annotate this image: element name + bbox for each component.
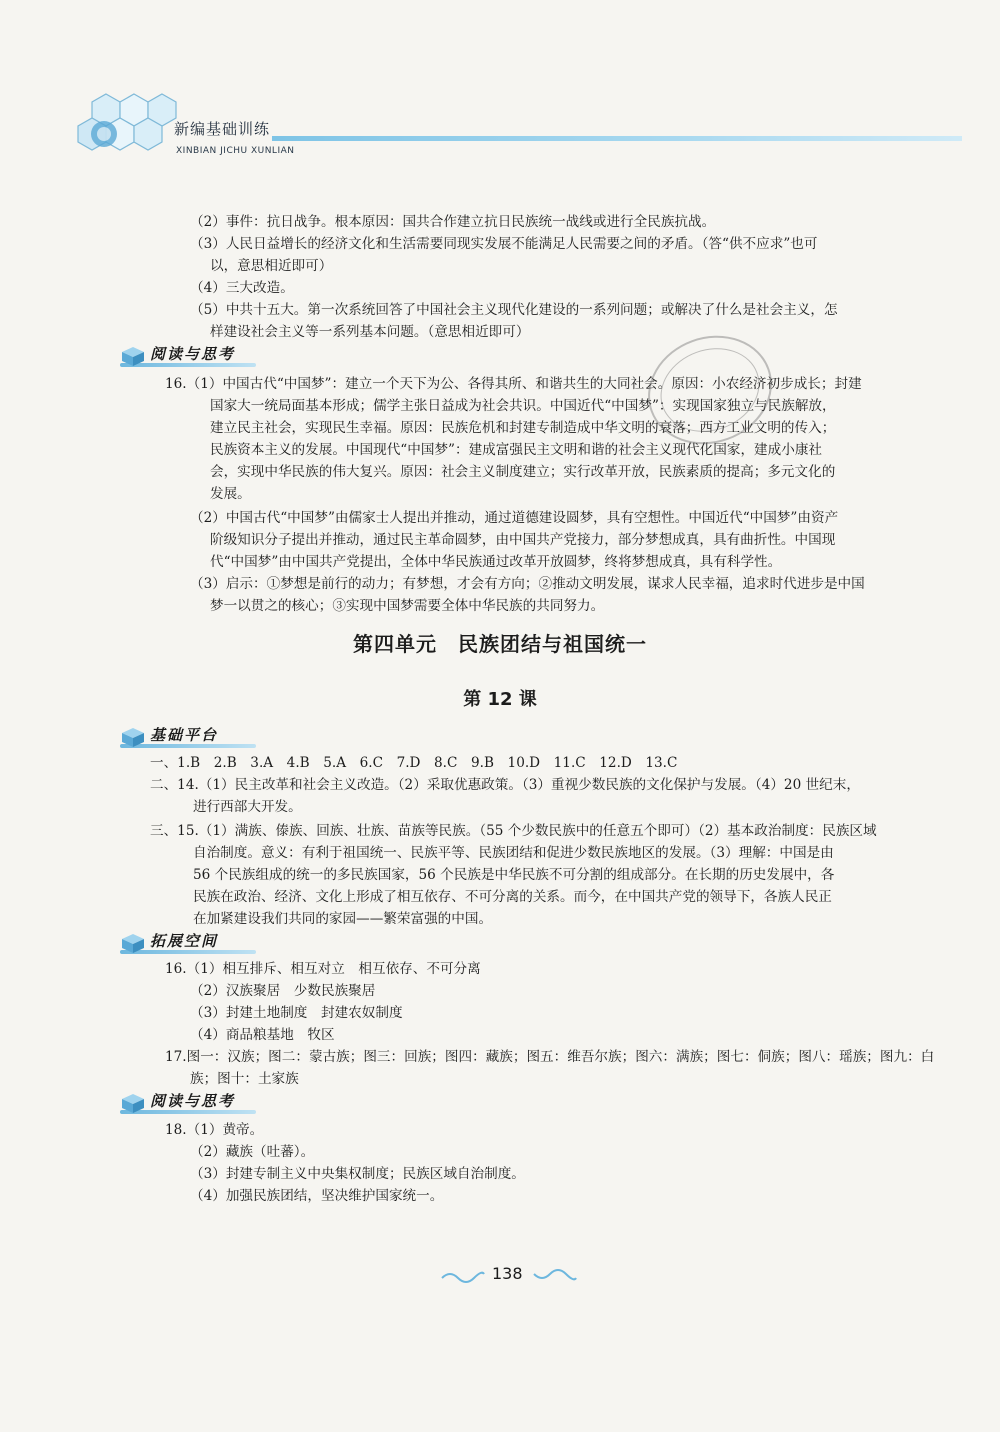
series-pinyin: XINBIAN JICHU XUNLIAN (176, 146, 295, 156)
section-label: 阅读与思考 (150, 345, 236, 363)
answer-line: （3）封建专制主义中央集权制度；民族区域自治制度。 (190, 1166, 525, 1182)
answer-line: （4）三大改造。 (190, 280, 294, 296)
answer-line: 发展。 (210, 486, 251, 502)
answer-line: （2）事件：抗日战争。根本原因：国共合作建立抗日民族统一战线或进行全民族抗战。 (190, 214, 716, 230)
answer-line: 16.（1）中国古代“中国梦”：建立一个天下为公、各得其所、和谐共生的大同社会。原因：小农经济初步成长；封建 (165, 376, 862, 392)
answer-line: 在加紧建设我们共同的家园——繁荣富强的中国。 (193, 911, 493, 927)
answer-line: 17.图一：汉族；图二：蒙古族；图三：回族；图四：藏族；图五：维吾尔族；图六：满族；图七：侗族；图八：瑶族；图九：白 (165, 1049, 935, 1065)
answer-line: （4）加强民族团结，坚决维护国家统一。 (190, 1188, 444, 1204)
answer-line: 梦一以贯之的核心；③实现中国梦需要全体中华民族的共同努力。 (210, 598, 605, 614)
answer-line: 18.（1）黄帝。 (165, 1122, 264, 1138)
answer-line: 二、14.（1）民主改革和社会主义改造。（2）采取优惠政策。（3）重视少数民族的文化保护与发展。（4）20 世纪末， (150, 777, 860, 793)
answer-line: 阶级知识分子提出并推动，通过民主革命圆梦，由中国共产党接力，部分梦想成真，具有曲折性。中国现 (210, 532, 836, 548)
cube-icon (120, 726, 146, 748)
answer-line: 会，实现中华民族的伟大复兴。原因：社会主义制度建立；实行改革开放，民族素质的提高；多元文化的 (210, 464, 836, 480)
answer-line: （3）封建土地制度 封建农奴制度 (190, 1005, 403, 1021)
answer-line: 族；图十：土家族 (190, 1071, 299, 1087)
cube-icon (120, 932, 146, 954)
answer-line: 三、15.（1）满族、傣族、回族、壮族、苗族等民族。（55 个少数民族中的任意五个即可）（2）基本政治制度：民族区域 (150, 823, 877, 839)
series-title: 新编基础训练 (174, 120, 271, 138)
answer-line: 民族资本主义的发展。中国现代“中国梦”：建成富强民主文明和谐的社会主义现代化国家，建成小康社 (210, 442, 823, 458)
section-heading-basic (120, 724, 270, 748)
answer-line: 样建设社会主义等一系列基本问题。（意思相近即可） (210, 324, 530, 340)
answer-line: 民族在政治、经济、文化上形成了相互依存、不可分离的关系。而今，在中国共产党的领导下，各族人民正 (193, 889, 832, 905)
wave-ornament-icon (440, 1268, 486, 1284)
section-label: 基础平台 (150, 726, 219, 744)
page-number: 138 (492, 1264, 523, 1283)
answer-line: （4）商品粮基地 牧区 (190, 1027, 335, 1043)
answer-line: 代“中国梦”由中国共产党提出，全体中华民族通过改革开放圆梦，终将梦想成真，具有科学性。 (210, 554, 782, 570)
section-label: 阅读与思考 (150, 1092, 236, 1110)
answer-line: （2）中国古代“中国梦”由儒家士人提出并推动，通过道德建设圆梦，具有空想性。中国近代“中国梦”由资产 (190, 510, 839, 526)
answer-line: 国家大一统局面基本形成；儒学主张日益成为社会共识。中国近代“中国梦”：实现国家独立与民族解放， (210, 398, 836, 414)
answer-line: 56 个民族组成的统一的多民族国家，56 个民族是中华民族不可分割的组成部分。在长期的历史发展中，各 (193, 867, 835, 883)
section-heading-read-think (120, 1090, 270, 1114)
answer-line: （2）汉族聚居 少数民族聚居 (190, 983, 376, 999)
answer-line: （3）启示：①梦想是前行的动力；有梦想，才会有方向；②推动文明发展，谋求人民幸福，追求时代进步是中国 (190, 576, 865, 592)
answer-line: 以，意思相近即可） (210, 258, 333, 274)
answer-line: 16.（1）相互排斥、相互对立 相互依存、不可分离 (165, 961, 481, 977)
section-heading-expand (120, 930, 270, 954)
lesson-title: 第 12 课 (463, 689, 537, 710)
cube-icon (120, 345, 146, 367)
section-heading-read-think (120, 343, 270, 367)
header-rule (272, 136, 962, 141)
answer-line: 进行西部大开发。 (193, 799, 302, 815)
answer-line: 建立民主社会，实现民生幸福。原因：民族危机和封建专制造成中华文明的衰落；西方工业文明的传入； (210, 420, 836, 436)
page-header (76, 86, 956, 166)
answer-line: （3）人民日益增长的经济文化和生活需要同现实发展不能满足人民需要之间的矛盾。（答“供不应求”也可 (190, 236, 818, 252)
answer-line: 自治制度。意义：有利于祖国统一、民族平等、民族团结和促进少数民族地区的发展。（3）理解：中国是由 (193, 845, 834, 861)
cube-icon (120, 1092, 146, 1114)
answer-line: （2）藏族（吐蕃）。 (190, 1144, 315, 1160)
answer-line: 一、1.B 2.B 3.A 4.B 5.A 6.C 7.D 8.C 9.B 10.D 11.C 12.D 13.C (150, 755, 678, 771)
answer-line: （5）中共十五大。第一次系统回答了中国社会主义现代化建设的一系列问题；或解决了什么是社会主义，怎 (190, 302, 838, 318)
wave-ornament-icon (532, 1268, 578, 1284)
stamp-icon (640, 320, 780, 460)
section-label: 拓展空间 (150, 932, 219, 950)
page-number-area (440, 1262, 580, 1290)
unit-title: 第四单元 民族团结与祖国统一 (353, 632, 647, 656)
